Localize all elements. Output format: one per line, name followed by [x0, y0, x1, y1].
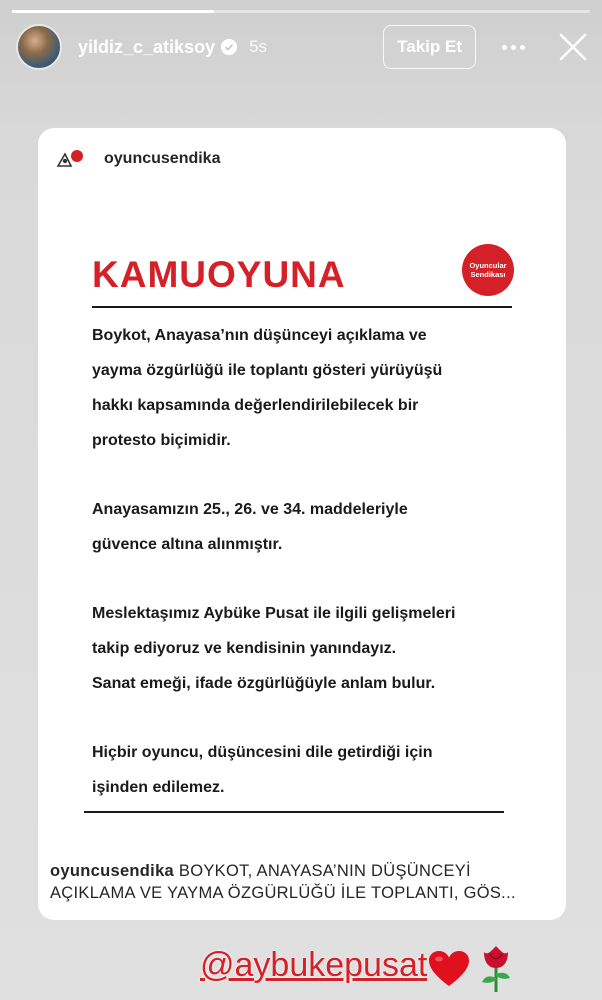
post-title: KAMUOYUNA [92, 254, 346, 295]
statement-line: takip ediyoruz ve kendisinin yanındayız. [92, 640, 397, 657]
statement-paragraph [92, 735, 522, 805]
story-username[interactable]: yildiz_c_atiksoy [78, 36, 216, 57]
statement-paragraph [92, 492, 522, 562]
story-timestamp: 5s [249, 37, 268, 56]
statement-line: Sanat emeği, ifade özgürlüğüyle anlam bulur. [92, 675, 436, 692]
statement-line: güvence altına alınmıştır. [92, 536, 283, 553]
account-logo-icon[interactable] [56, 148, 84, 170]
statement-line: Anayasamızın 25., 26. ve 34. maddeleriyle [92, 501, 408, 518]
divider [92, 306, 512, 308]
avatar[interactable] [16, 24, 62, 70]
brand-badge-line: Oyuncular [469, 261, 507, 270]
post-account-name[interactable]: oyuncusendika [104, 150, 221, 167]
caption-text: BOYKOT, ANAYASA’NIN DÜŞÜNCEYİ AÇIKLAMA VE YAYMA ÖZGÜRLÜĞÜ İLE TOPLANTI, GÖS... [50, 862, 516, 902]
rose-icon [476, 944, 516, 994]
statement-line: hakkı kapsamında değerlendirilebilecek bir [92, 397, 419, 414]
statement-line: yayma özgürlüğü ile toplantı gösteri yürüyüşü [92, 362, 443, 379]
story-header [16, 24, 588, 70]
statement-line: Meslektaşımız Aybüke Pusat ile ilgili gelişmeleri [92, 605, 456, 622]
story-progress-bar [12, 10, 590, 13]
divider [84, 811, 504, 813]
more-options-icon[interactable] [502, 45, 532, 50]
verified-badge-icon [221, 39, 237, 55]
brand-badge [462, 244, 514, 296]
statement-line: işinden edilemez. [92, 779, 225, 796]
statement-line: Hiçbir oyuncu, düşüncesini dile getirdiği için [92, 744, 433, 761]
statement-line: Boykot, Anayasa’nın düşünceyi açıklama ve [92, 327, 427, 344]
story-progress-fill [12, 10, 214, 13]
statement-paragraph [92, 318, 522, 458]
statement-line: protesto biçimidir. [92, 432, 231, 449]
follow-button[interactable]: Takip Et [383, 25, 476, 69]
statement-paragraph [92, 596, 522, 701]
statement-body [92, 318, 522, 805]
post-caption[interactable] [50, 860, 556, 904]
shared-post-card[interactable] [38, 128, 566, 920]
heart-icon [428, 950, 470, 988]
post-header [56, 148, 220, 170]
mention-sticker[interactable]: @aybukepusat [200, 946, 428, 984]
close-icon[interactable] [558, 32, 588, 62]
brand-badge-line: Sendikası [470, 270, 506, 279]
caption-account-name[interactable]: oyuncusendika [50, 862, 175, 880]
